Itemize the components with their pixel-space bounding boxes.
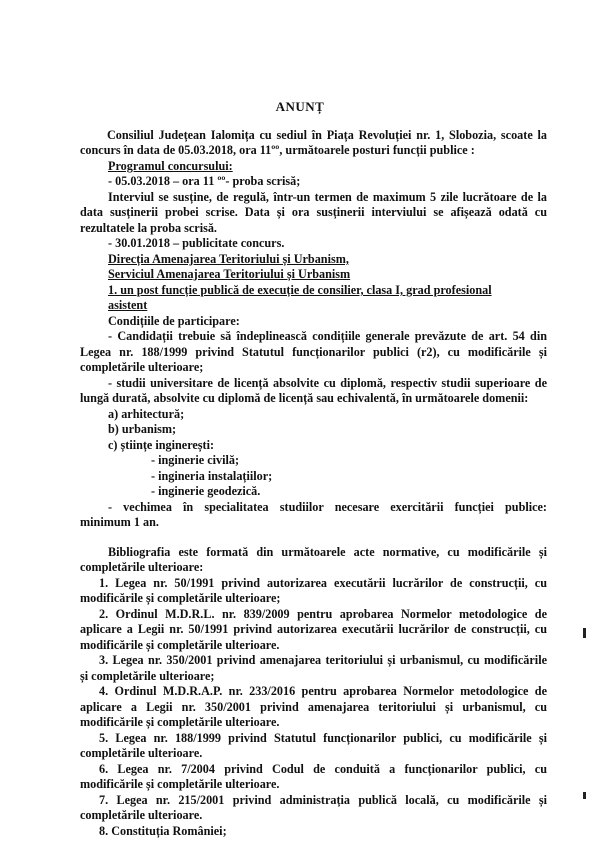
conditions-general-2: Legea nr. 188/1999 privind Statutul funcționarilor publici (r2), cu modificările și <box>80 345 547 359</box>
department-post-1: 1. un post funcție publică de execuție de consilier, clasa I, grad profesional <box>108 283 492 297</box>
domain-item: b) urbanism; <box>108 422 177 436</box>
conditions-experience-1: - vechimea în specialitatea studiilor necesare exercitării funcției publice: <box>108 500 547 514</box>
intro-line-2: concurs în data de 05.03.2018, ora 11ºº, următoarele posturi funcții publice : <box>80 143 475 157</box>
conditions-studies-2: lungă durată, absolvite cu diplomă de licență sau echivalentă, în următoarele domenii: <box>80 391 529 405</box>
page-title: ANUNȚ <box>275 99 325 114</box>
bibliography-item-2-line-1: 2. Ordinul M.D.R.L. nr. 839/2009 pentru aprobarea Normelor metodologice de <box>99 607 547 621</box>
bibliography-item-8: 8. Constituția României; <box>99 824 227 838</box>
department-direction: Direcția Amenajarea Teritoriului și Urbanism, <box>108 252 349 266</box>
bibliography-item-3-line-1: 3. Legea nr. 350/2001 privind amenajarea teritoriului și urbanismul, cu modificările <box>99 653 547 667</box>
program-publicity: - 30.01.2018 – publicitate concurs. <box>108 236 285 250</box>
conditions-studies-1: - studii universitare de licență absolvite cu diplomă, respectiv studii superioare de <box>108 376 547 390</box>
bibliography-item-5-line-2: completările ulterioare. <box>80 746 203 760</box>
conditions-general-3: completările ulterioare; <box>80 360 204 374</box>
engineering-item: - inginerie civilă; <box>151 453 240 467</box>
scan-edge-mark <box>583 792 586 799</box>
bibliography-item-1-line-1: 1. Legea nr. 50/1991 privind autorizarea executării lucrărilor de construcții, cu <box>99 576 547 590</box>
engineering-item: - inginerie geodezică. <box>151 484 261 498</box>
bibliography-item-4-line-3: modificările și completările ulterioare. <box>80 715 280 729</box>
program-interview-1: Interviul se susține, de regulă, într-un termen de maximum 5 zile lucrătoare de la <box>108 190 547 204</box>
program-written: - 05.03.2018 – ora 11 ºº- proba scrisă; <box>108 174 301 188</box>
bibliography-item-6-line-2: modificările și completările ulterioare. <box>80 777 280 791</box>
department-post-2: asistent <box>108 298 148 312</box>
domain-item: c) științe inginerești: <box>108 438 215 452</box>
program-interview-2: data susținerii probei scrise. Data și ora susținerii interviului se afișează odată cu <box>80 205 547 219</box>
bibliography-item-6-line-1: 6. Legea nr. 7/2004 privind Codul de conduită a funcționarilor publici, cu <box>99 762 547 776</box>
bibliography-intro-2: completările ulterioare: <box>80 560 204 574</box>
program-heading: Programul concursului: <box>108 159 233 173</box>
intro-line-1: Consiliul Județean Ialomița cu sediul în Piața Revoluției nr. 1, Slobozia, scoate la <box>107 128 547 142</box>
bibliography-item-4-line-1: 4. Ordinul M.D.R.A.P. nr. 233/2016 pentru aprobarea Normelor metodologice de <box>99 684 547 698</box>
department-service: Serviciul Amenajarea Teritoriului și Urbanism <box>108 267 351 281</box>
engineering-item: - ingineria instalațiilor; <box>151 469 273 483</box>
bibliography-item-5-line-1: 5. Legea nr. 188/1999 privind Statutul funcționarilor publici, cu modificările și <box>99 731 547 745</box>
conditions-heading: Condițiile de participare: <box>108 314 240 328</box>
bibliography-intro-1: Bibliografia este formată din următoarele acte normative, cu modificările și <box>108 545 547 559</box>
program-interview-3: rezultatele la proba scrisă. <box>80 221 217 235</box>
conditions-general-1: - Candidații trebuie să îndeplinească condițiile generale prevăzute de art. 54 din <box>108 329 547 343</box>
bibliography-item-3-line-2: și completările ulterioare; <box>80 669 215 683</box>
bibliography-item-1-line-2: modificările și completările ulterioare; <box>80 591 281 605</box>
conditions-experience-2: minimum 1 an. <box>80 515 159 529</box>
bibliography-item-7-line-2: completările ulterioare. <box>80 808 203 822</box>
bibliography-item-2-line-3: modificările și completările ulterioare. <box>80 638 280 652</box>
scan-edge-mark <box>583 628 586 638</box>
bibliography-item-4-line-2: aplicare a Legii nr. 350/2001 privind amenajarea teritoriului și urbanismul, cu <box>80 700 547 714</box>
bibliography-item-7-line-1: 7. Legea nr. 215/2001 privind administrația publică locală, cu modificările și <box>99 793 547 807</box>
domain-item: a) arhitectură; <box>108 407 185 421</box>
bibliography-item-2-line-2: aplicare a Legii nr. 50/1991 privind autorizarea executării lucrărilor de construcții, cu <box>80 622 547 636</box>
